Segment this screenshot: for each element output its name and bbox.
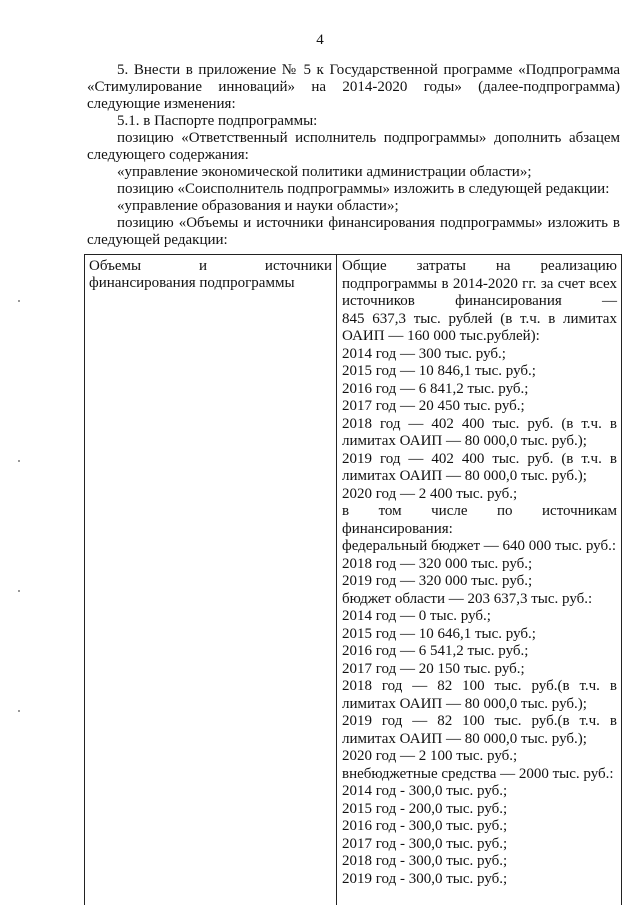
table-value-line (342, 276, 617, 294)
table-label-line-2: финансирования подпрограммы (89, 275, 295, 291)
table-value-word: — (601, 293, 617, 309)
table-value-word: — (412, 678, 428, 694)
table-value-line (342, 713, 617, 731)
table-value-line: 2015 год - 200,0 тыс. руб.; (342, 800, 508, 817)
table-value-line: 2019 год — 320 000 тыс. руб.; (342, 573, 533, 589)
table-value-word: 2019 (342, 713, 372, 729)
table-value-word: по (497, 503, 513, 519)
table-value-line: 2015 год — 10 646,1 тыс. руб.; (342, 625, 536, 642)
table-value-line: 2017 год — 20 150 тыс. руб.; (342, 660, 525, 677)
table-value-word: в (342, 503, 350, 519)
table-value-word: тыс. (492, 450, 520, 467)
table-value-word: тыс. (492, 415, 520, 432)
table-value-line: 2016 год — 6 541,2 тыс. руб.; (342, 643, 529, 659)
table-value-word: источникам (542, 503, 617, 519)
table-value-word: источников (342, 293, 415, 309)
margin-dot (18, 710, 20, 712)
table-value-word: финансирования (455, 293, 562, 309)
table-value-word: (в (500, 310, 513, 327)
financing-table (84, 254, 622, 905)
table-label-word-3: источники (264, 258, 332, 274)
table-value-word: 100 (462, 713, 485, 729)
table-value-line (342, 451, 617, 469)
table-value-word: 2014-2020 (452, 275, 518, 292)
table-value-line: 2016 год — 6 841,2 тыс. руб.; (342, 380, 529, 397)
table-value-word: рублей (448, 310, 493, 327)
margin-dot (18, 300, 20, 302)
page-number: 4 (316, 32, 324, 48)
table-value-word: руб. (527, 450, 554, 467)
table-value-line: 2017 год - 300,0 тыс. руб.; (342, 835, 508, 852)
table-value-line (342, 258, 617, 276)
table-value-line (342, 416, 617, 434)
table-value-line: внебюджетные средства — 2000 тыс. руб.: (342, 765, 614, 782)
table-value-line: лимитах ОАИП — 80 000,0 тыс. руб.); (342, 730, 587, 747)
table-value-word: год (379, 415, 401, 432)
table-value-word: в (441, 275, 449, 292)
intro-text (87, 62, 620, 249)
table-value-line: бюджет области — 203 637,3 тыс. руб.: (342, 590, 593, 607)
table-value-line: 2017 год — 20 450 тыс. руб.; (342, 398, 525, 414)
intro-paragraph-1: 5. Внести в приложение № 5 к Государственной программе «Подпрограмма «Стимулирование инноваций» на 2014-2020 годы» (далее-подпрограмма) следующие изменения: (87, 62, 620, 112)
table-value-word: т.ч. (579, 713, 600, 729)
table-value-line: лимитах ОАИП — 80 000,0 тыс. руб.); (342, 695, 587, 712)
table-value-line: 2014 год — 0 тыс. руб.; (342, 608, 491, 624)
table-value-line: лимитах ОАИП — 80 000,0 тыс. руб.); (342, 433, 587, 449)
table-value-word: 400 (461, 415, 485, 432)
table-label-word-2: и (198, 258, 208, 274)
table-value-word: тыс. (494, 678, 522, 694)
table-value-word: лимитах (563, 310, 617, 327)
table-value-word: тыс. (413, 310, 441, 327)
table-value-word: год (381, 678, 403, 694)
table-value-line: федеральный бюджет — 640 000 тыс. руб.: (342, 538, 616, 554)
intro-paragraph-3: позицию «Ответственный исполнитель подпрограммы» дополнить абзацем следующего содержания: (87, 130, 620, 163)
table-value-word: т.ч. (579, 678, 600, 694)
table-value-line (342, 503, 617, 521)
table-value-word: счет (557, 275, 585, 292)
table-value-word: в (609, 713, 617, 729)
table-value-word: год (379, 450, 401, 467)
table-value-word: за (540, 275, 554, 292)
intro-paragraph-4: «управление экономической политики администрации области»; (117, 164, 532, 180)
table-value-line: 2015 год — 10 846,1 тыс. руб.; (342, 363, 536, 379)
table-value-line: 2019 год - 300,0 тыс. руб.; (342, 870, 508, 887)
table-value-line: ОАИП — 160 000 тыс.рублей): (342, 328, 540, 344)
table-value-word: реализацию (540, 258, 617, 274)
table-value-word: в (548, 310, 556, 327)
table-value-word: — (408, 450, 424, 467)
intro-paragraph-2: 5.1. в Паспорте подпрограммы: (117, 113, 318, 129)
intro-paragraph-6: «управление образования и науки области»; (117, 198, 399, 214)
table-value-word: руб.(в (531, 713, 570, 729)
table-value-line: 2020 год — 2 100 тыс. руб.; (342, 748, 518, 764)
table-value-line: 2014 год - 300,0 тыс. руб.; (342, 783, 508, 799)
table-value-word: гг. (522, 275, 537, 292)
table-value-word: в (609, 678, 617, 694)
table-value-word: в (609, 415, 617, 432)
table-value-word: затраты (416, 258, 466, 274)
table-value-word: 637,3 (372, 310, 406, 327)
table-value-line: финансирования: (342, 520, 453, 537)
table-value-line: 2016 год - 300,0 тыс. руб.; (342, 818, 508, 834)
table-value-word: на (495, 258, 511, 274)
table-label-line-1 (89, 258, 332, 275)
table-value-word: 82 (437, 678, 453, 694)
table-value-line: 2018 год — 320 000 тыс. руб.; (342, 555, 533, 572)
table-value-word: 402 (431, 450, 454, 467)
intro-paragraph-7: позицию «Объемы и источники финансирования подпрограммы» изложить в следующей редакции: (87, 215, 620, 248)
table-value-word: (в (561, 415, 574, 432)
table-value-cell (337, 255, 621, 905)
table-value-word: руб.(в (531, 678, 570, 694)
table-value-word: т.ч. (581, 415, 602, 432)
table-value-word: — (412, 713, 428, 729)
table-value-line (342, 311, 617, 329)
table-value-word: 100 (462, 678, 485, 694)
intro-paragraph-5: позицию «Соисполнитель подпрограммы» изложить в следующей редакции: (117, 181, 610, 197)
table-value-word: 402 (431, 415, 454, 432)
table-value-word: 845 (342, 310, 365, 327)
margin-dot (18, 590, 20, 592)
table-value-word: 2018 (342, 678, 372, 694)
table-value-word: — (408, 415, 424, 432)
table-value-word: т.ч. (581, 450, 602, 467)
table-value-word: руб. (527, 415, 554, 432)
table-value-word: всех (589, 275, 617, 292)
table-value-word: том (378, 503, 402, 519)
table-value-line: 2020 год — 2 400 тыс. руб.; (342, 485, 518, 502)
table-value-word: 2018 (342, 415, 372, 432)
table-value-word: в (609, 450, 617, 467)
table-value-word: 82 (437, 713, 453, 729)
table-value-line (342, 293, 617, 311)
table-value-word: тыс. (494, 713, 522, 729)
table-value-word: т.ч. (520, 310, 541, 327)
margin-dot (18, 460, 20, 462)
table-value-word: Общие (342, 258, 387, 274)
table-value-word: 400 (461, 450, 485, 467)
table-value-word: подпрограммы (342, 275, 438, 292)
table-value-word: (в (561, 450, 574, 467)
table-value-word: числе (431, 503, 468, 519)
table-value-word: год (381, 713, 403, 729)
table-value-line (342, 678, 617, 696)
table-label-word-1: Объемы (89, 258, 142, 274)
table-value-line: 2014 год — 300 тыс. руб.; (342, 345, 506, 362)
table-value-line: 2018 год - 300,0 тыс. руб.; (342, 853, 508, 869)
table-value-word: 2019 (342, 450, 372, 467)
table-value-line: лимитах ОАИП — 80 000,0 тыс. руб.); (342, 468, 587, 484)
table-label-cell (85, 255, 337, 905)
